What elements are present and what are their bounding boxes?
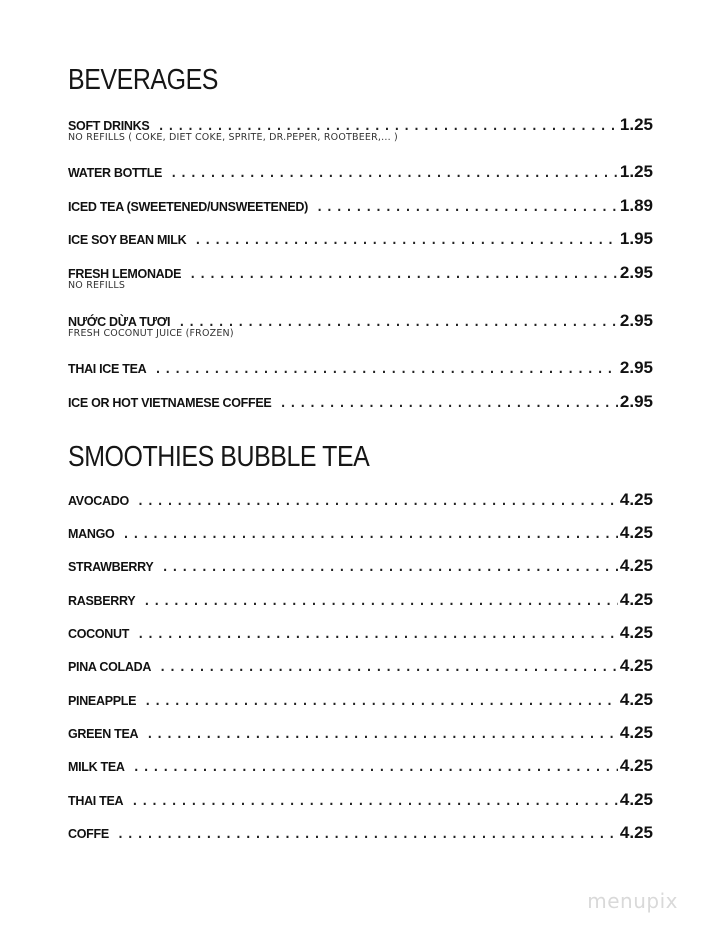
- menu-item-name: AVOCADO: [68, 494, 129, 508]
- menu-item-price: 1.25: [619, 162, 653, 181]
- menu-item-name: MILK TEA: [68, 760, 125, 774]
- menu-item-price: 4.25: [619, 790, 653, 809]
- menu-item-note: NO REFILLS ( COKE, DIET COKE, SPRITE, DR.PEPER, ROOTBEER,... ): [68, 132, 398, 143]
- menu-item-price: 1.25: [619, 115, 653, 134]
- menupix-watermark: menupix: [587, 889, 678, 913]
- menu-item-name: THAI ICE TEA: [68, 362, 147, 376]
- menu-item-name: ICE SOY BEAN MILK: [68, 233, 187, 247]
- menu-item-line: [68, 690, 653, 710]
- menu-item-price: 4.25: [619, 823, 653, 842]
- dot-leader: [316, 200, 618, 214]
- dot-leader: [189, 267, 618, 281]
- menu-item-price: 4.25: [619, 656, 653, 675]
- menu-item-name: PINEAPPLE: [68, 694, 137, 708]
- menu-item: [68, 556, 653, 576]
- menu-item: [68, 656, 653, 676]
- menu-item: [68, 623, 653, 643]
- dot-leader: [137, 494, 618, 508]
- menu-item-price: 2.95: [619, 358, 653, 377]
- menu-item: [68, 196, 653, 216]
- menu-item-line: [68, 392, 653, 412]
- menu-item-price: 4.25: [619, 523, 653, 542]
- menu-item-line: [68, 823, 653, 843]
- menu-item-price: 4.25: [619, 623, 653, 642]
- dot-leader: [159, 660, 618, 674]
- menu-item-name: RASBERRY: [68, 594, 136, 608]
- dot-leader: [279, 396, 617, 410]
- menu-item: [68, 311, 653, 339]
- menu-item: [68, 756, 653, 776]
- menu-item-price: 4.25: [619, 590, 653, 609]
- menu-item: [68, 229, 653, 249]
- menu-item-price: 2.95: [619, 311, 653, 330]
- menu-item-price: 4.25: [619, 690, 653, 709]
- menu-item-price: 4.25: [619, 556, 653, 575]
- menu-item-note: NO REFILLS: [68, 280, 126, 291]
- menu-item-note: FRESH COCONUT JUICE (FROZEN): [68, 328, 234, 339]
- menu-item: [68, 523, 653, 543]
- menu-item-line: [68, 523, 653, 543]
- menu-item-name: SOFT DRINKS: [68, 119, 150, 133]
- menu-item: [68, 490, 653, 510]
- section-title-smoothies-bubble-tea: SMOOTHIES BUBBLE TEA: [68, 441, 370, 473]
- section-title-beverages: BEVERAGES: [68, 64, 218, 96]
- dot-leader: [178, 315, 618, 329]
- dot-leader: [131, 794, 618, 808]
- dot-leader: [146, 727, 618, 741]
- dot-leader: [144, 694, 618, 708]
- menu-item-name: FRESH LEMONADE: [68, 267, 182, 281]
- dot-leader: [143, 594, 618, 608]
- menu-item-line: [68, 556, 653, 576]
- dot-leader: [170, 166, 618, 180]
- menu-item-name: WATER BOTTLE: [68, 166, 163, 180]
- menu-item-line: [68, 590, 653, 610]
- menu-item: [68, 823, 653, 843]
- menu-item-price: 1.89: [619, 196, 653, 215]
- menu-item: [68, 790, 653, 810]
- menu-item-name: STRAWBERRY: [68, 560, 154, 574]
- dot-leader: [161, 560, 617, 574]
- menu-item-price: 4.25: [619, 723, 653, 742]
- menu-item-line: [68, 656, 653, 676]
- menu-item-line: [68, 229, 653, 249]
- dot-leader: [117, 827, 618, 841]
- menu-item: [68, 723, 653, 743]
- menu-item-line: [68, 490, 653, 510]
- menu-item: [68, 590, 653, 610]
- menu-item: [68, 115, 653, 143]
- menu-item-name: ICED TEA (SWEETENED/UNSWEETENED): [68, 200, 308, 214]
- dot-leader: [133, 760, 618, 774]
- menu-item-name: MANGO: [68, 527, 115, 541]
- menu-item-line: [68, 623, 653, 643]
- dot-leader: [157, 119, 617, 133]
- menu-item-name: NƯỚC DỪA TƯƠI: [68, 315, 171, 329]
- menu-item-name: PINA COLADA: [68, 660, 152, 674]
- menu-item-name: COCONUT: [68, 627, 130, 641]
- menu-item-line: [68, 790, 653, 810]
- menu-item-line: [68, 723, 653, 743]
- menu-item: [68, 392, 653, 412]
- menu-item-line: [68, 162, 653, 182]
- menu-item-price: 2.95: [619, 263, 653, 282]
- menu-item-line: [68, 196, 653, 216]
- dot-leader: [194, 233, 618, 247]
- menu-item-price: 4.25: [619, 756, 653, 775]
- menu-item: [68, 690, 653, 710]
- dot-leader: [137, 627, 618, 641]
- menu-item-price: 4.25: [619, 490, 653, 509]
- menu-item-price: 1.95: [619, 229, 653, 248]
- dot-leader: [154, 362, 618, 376]
- menu-item: [68, 358, 653, 378]
- menu-item-name: THAI TEA: [68, 794, 124, 808]
- menu-item-line: [68, 756, 653, 776]
- menu-item: [68, 162, 653, 182]
- menu-item-line: [68, 263, 653, 283]
- menu-item-name: ICE OR HOT VIETNAMESE COFFEE: [68, 396, 272, 410]
- menu-item-price: 2.95: [619, 392, 653, 411]
- menu-item: [68, 263, 653, 291]
- menu-item-name: COFFE: [68, 827, 109, 841]
- dot-leader: [122, 527, 617, 541]
- menu-item-line: [68, 358, 653, 378]
- menu-item-name: GREEN TEA: [68, 727, 139, 741]
